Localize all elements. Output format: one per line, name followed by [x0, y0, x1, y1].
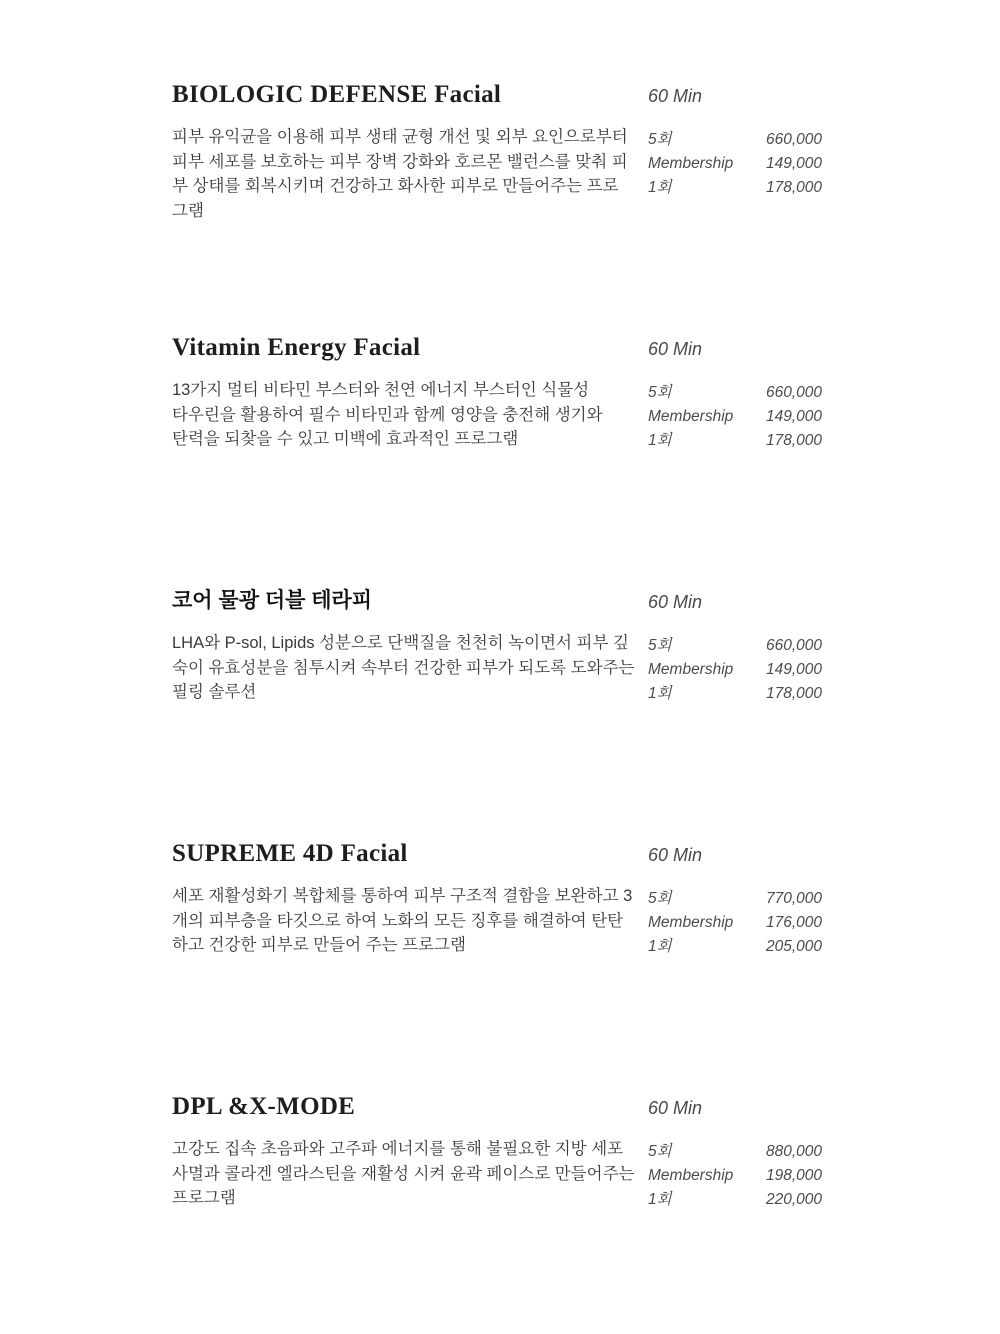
- description-line: 탄력을 되찾을 수 있고 미백에 효과적인 프로그램: [172, 430, 519, 449]
- description-line: 부 상태를 회복시키며 건강하고 화사한 피부로 만들어주는 프로: [172, 177, 619, 196]
- price-amount: 178,000: [765, 684, 822, 702]
- treatment-price-table: [648, 887, 822, 958]
- price-row: [648, 1188, 822, 1212]
- price-amount: 149,000: [765, 660, 822, 678]
- price-option-label: 1회: [648, 431, 672, 449]
- treatment-title: Vitamin Energy Facial: [172, 334, 421, 361]
- treatment-duration: 60 Min: [648, 1098, 703, 1118]
- price-option-label: Membership: [648, 407, 734, 425]
- treatment-duration: 60 Min: [648, 86, 703, 106]
- price-amount: 178,000: [765, 431, 822, 449]
- price-option-label: 5회: [648, 1143, 672, 1160]
- price-amount: 880,000: [765, 1143, 822, 1160]
- treatment-section: [172, 841, 824, 1071]
- description-line: 피부 세포를 보호하는 피부 장벽 강화와 호르몬 밸런스를 맞춰 피: [172, 152, 628, 171]
- treatment-duration: 60 Min: [648, 845, 703, 865]
- price-row: [648, 128, 822, 152]
- price-row: [648, 176, 822, 200]
- description-line: 하고 건강한 피부로 만들어 주는 프로그램: [172, 936, 466, 955]
- price-row: [648, 634, 822, 658]
- treatment-price-table: [648, 381, 822, 452]
- price-option-label: 1회: [648, 178, 672, 196]
- price-amount: 220,000: [765, 1190, 822, 1208]
- price-option-label: 1회: [648, 1190, 672, 1208]
- description-line: 13가지 멀티 비타민 부스터와 천연 에너지 부스터인 식물성: [172, 381, 590, 399]
- treatment-description: [172, 884, 633, 958]
- price-row: [648, 682, 822, 706]
- price-amount: 660,000: [765, 637, 822, 654]
- description-line: LHA와 P-sol, Lipids 성분으로 단백질을 천천히 녹이면서 피부 깊: [172, 634, 629, 652]
- price-amount: 660,000: [765, 131, 822, 148]
- description-line: 세포 재활성화기 복합체를 통하여 피부 구조적 결함을 보완하고 3: [172, 887, 633, 905]
- price-row: [648, 1164, 822, 1188]
- description-line: 고강도 집속 초음파와 고주파 에너지를 통해 불필요한 지방 세포: [172, 1140, 624, 1158]
- treatment-description: [172, 125, 628, 223]
- price-option-label: 1회: [648, 937, 672, 955]
- price-option-label: Membership: [648, 913, 734, 931]
- treatment-price-table: [648, 128, 822, 199]
- price-amount: 149,000: [765, 154, 822, 172]
- price-option-label: 5회: [648, 131, 672, 148]
- price-amount: 178,000: [765, 178, 822, 196]
- price-amount: 205,000: [765, 937, 822, 955]
- treatment-title: SUPREME 4D Facial: [172, 840, 408, 867]
- description-line: 필링 솔루션: [172, 683, 257, 702]
- price-option-label: 5회: [648, 384, 672, 401]
- price-option-label: 1회: [648, 684, 672, 702]
- description-line: 숙이 유효성분을 침투시켜 속부터 건강한 피부가 되도록 도와주는: [172, 658, 635, 677]
- price-row: [648, 405, 822, 429]
- price-amount: 149,000: [765, 407, 822, 425]
- treatment-section: [172, 1094, 824, 1324]
- treatment-price-table: [648, 634, 822, 705]
- treatment-description: [172, 1137, 635, 1211]
- price-amount: 770,000: [765, 890, 822, 907]
- treatment-title: BIOLOGIC DEFENSE Facial: [172, 81, 502, 108]
- treatment-section: [172, 588, 824, 818]
- description-line: 사멸과 콜라겐 엘라스틴을 재활성 시켜 윤곽 페이스로 만들어주는: [172, 1164, 635, 1183]
- price-amount: 176,000: [765, 913, 822, 931]
- price-row: [648, 381, 822, 405]
- price-row: [648, 1140, 822, 1164]
- treatment-title: DPL &X-MODE: [172, 1093, 356, 1120]
- price-row: [648, 152, 822, 176]
- price-amount: 660,000: [765, 384, 822, 401]
- description-line: 개의 피부층을 타깃으로 하여 노화의 모든 징후를 해결하여 탄탄: [172, 911, 624, 930]
- price-row: [648, 658, 822, 682]
- description-line: 타우린을 활용하여 필수 비타민과 함께 영양을 충전해 생기와: [172, 405, 603, 424]
- price-option-label: Membership: [648, 154, 734, 172]
- price-row: [648, 911, 822, 935]
- description-line: 피부 유익균을 이용해 피부 생태 균형 개선 및 외부 요인으로부터: [172, 128, 628, 146]
- treatment-title: 코어 물광 더블 테라피: [172, 589, 373, 612]
- treatment-price-table: [648, 1140, 822, 1211]
- price-row: [648, 429, 822, 453]
- treatment-section: [172, 82, 824, 312]
- description-line: 프로그램: [172, 1189, 236, 1208]
- treatment-description: [172, 631, 635, 705]
- treatment-duration: 60 Min: [648, 339, 703, 359]
- price-row: [648, 935, 822, 959]
- price-option-label: Membership: [648, 660, 734, 678]
- price-row: [648, 887, 822, 911]
- description-line: 그램: [172, 201, 204, 220]
- treatment-duration: 60 Min: [648, 592, 703, 612]
- price-option-label: 5회: [648, 890, 672, 907]
- price-amount: 198,000: [765, 1166, 822, 1184]
- price-option-label: 5회: [648, 637, 672, 654]
- price-option-label: Membership: [648, 1166, 734, 1184]
- treatment-section: [172, 335, 824, 565]
- treatment-description: [172, 378, 603, 452]
